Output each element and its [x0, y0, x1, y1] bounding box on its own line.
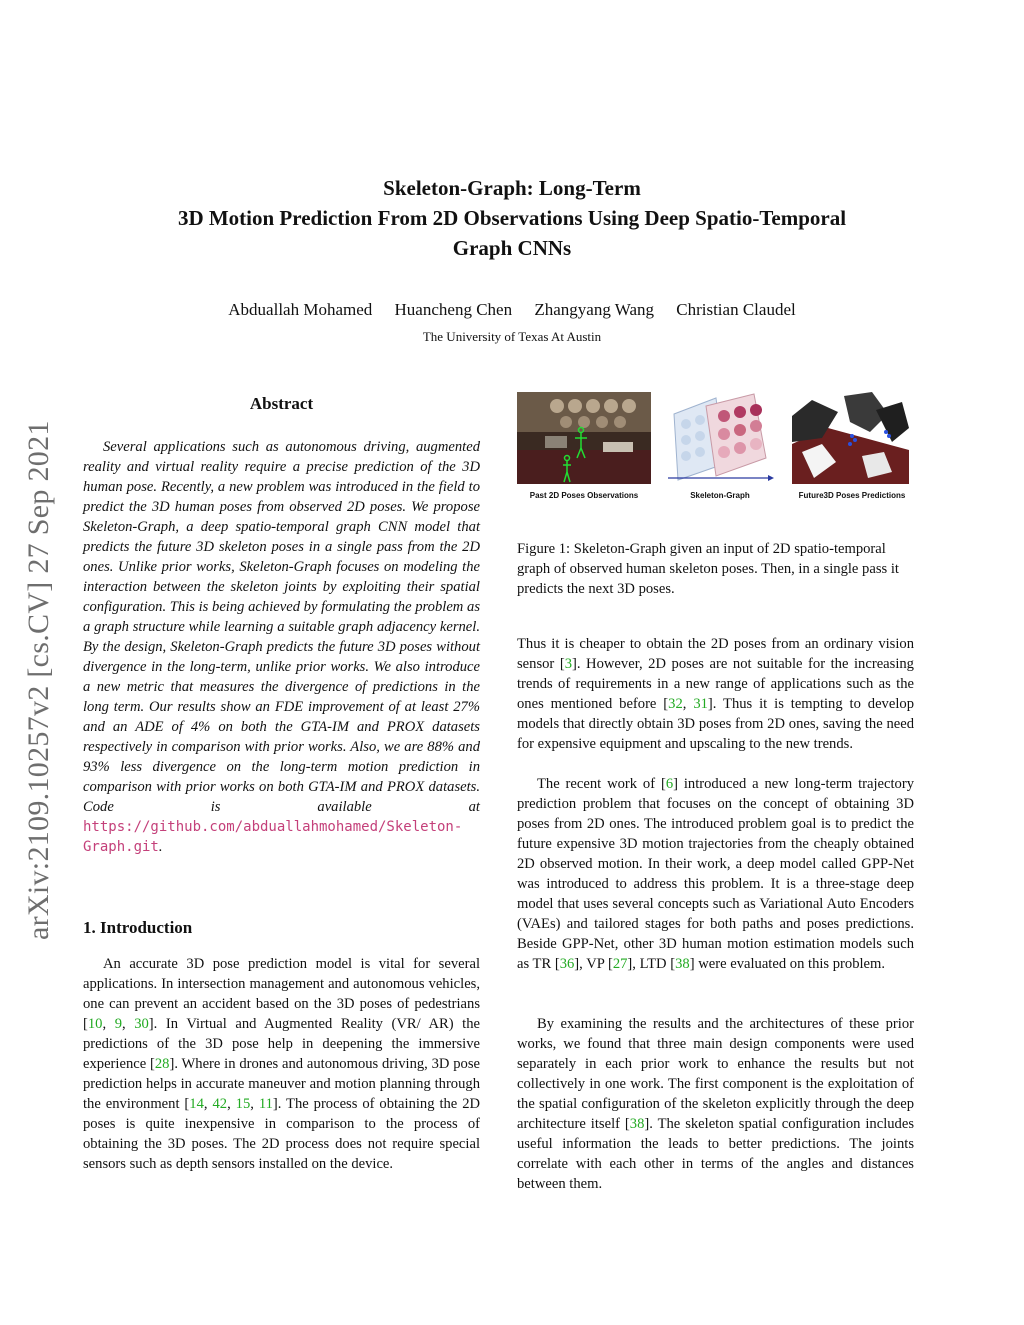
- citation-link[interactable]: 32: [668, 696, 683, 712]
- author: Christian Claudel: [676, 300, 796, 319]
- citation-link[interactable]: 36: [559, 956, 575, 972]
- arxiv-identifier: arXiv:2109.10257v2 [cs.CV] 27 Sep 2021: [22, 420, 55, 940]
- citation-link[interactable]: 31: [693, 696, 708, 712]
- affiliation: The University of Texas At Austin: [422, 329, 602, 344]
- abstract-body: Several applications such as autonomous driving, augmented reality and virtual reality require a precise prediction of the 3D human pose. Recently, a new problem was introduced in the field to predict the 3D human poses from observed 2D poses. We propose Skeleton-Graph, a deep spatio-temporal graph CNN model that predicts the future 3D skeleton poses in a single pass from the 2D ones. Unlike prior works, Skeleton-Graph focuses on modeling the interaction between the skeleton joints by exploiting their spatial configuration. This is being achieved by formulating the problem as a graph structure while learning a suitable graph adjacency kernel. By the design, Skeleton-Graph predicts the future 3D poses without divergence in the long-term, unlike prior works. We also introduce a new metric that measures the divergence of predictions in the long term. Our results show an FDE improvement of at least 27% and an ADE of 4% on both the GTA-IM and PROX datasets respectively in comparison with prior works. Also, we are 88% and 93% less divergence on the long-term motion prediction in comparison with prior works on both GTA-IM and PROX datasets. Code is available at: [83, 439, 480, 815]
- citation-link[interactable]: 6: [665, 776, 674, 792]
- intro-paragraph-2: Thus it is cheaper to obtain the 2D poses from an ordinary vision sensor [3]. However, 2D poses are not suitable for the increasing trends of requirements in a new range of applications such as the ones mentioned before [32, 31]. Thus it is tempting to develop models that directly obtain 3D poses from 2D ones, saving the need for expensive equipment and upscaling to the new trends.: [517, 636, 914, 752]
- citation-link[interactable]: 38: [675, 956, 690, 972]
- past-2d-poses-image: [517, 392, 651, 484]
- citation-link[interactable]: 38: [629, 1116, 645, 1132]
- code-link[interactable]: https://github.com/abduallahmohamed/Skeleton-Graph.git: [83, 819, 463, 855]
- author: Huancheng Chen: [394, 300, 513, 319]
- title-line-2: 3D Motion Prediction From 2D Observations Using Deep Spatio-Temporal: [177, 206, 847, 230]
- author-list: [0, 300, 1024, 320]
- author: Abduallah Mohamed: [228, 300, 373, 319]
- citation-link[interactable]: 30: [134, 1016, 149, 1032]
- citation-link[interactable]: 28: [154, 1056, 170, 1072]
- figure-label-future: Future3D Poses Predictions: [798, 491, 906, 500]
- citation-link[interactable]: 11: [258, 1096, 273, 1112]
- citation-link[interactable]: 27: [612, 956, 628, 972]
- citation-link[interactable]: 9: [114, 1016, 122, 1032]
- abstract-heading: Abstract: [249, 394, 314, 413]
- citation-link[interactable]: 3: [564, 656, 572, 672]
- abstract-end: .: [158, 839, 163, 855]
- skeleton-graph-diagram: [662, 392, 778, 484]
- figure-1-caption: Figure 1: Skeleton-Graph given an input of 2D spatio-temporal graph of observed human skeleton poses. Then, in a single pass it predicts the next 3D poses.: [517, 541, 899, 597]
- title-line-3: Graph CNNs: [452, 236, 572, 260]
- abstract-text: [83, 437, 480, 857]
- citation-link[interactable]: 14: [189, 1096, 204, 1112]
- future-3d-poses-image: [792, 392, 909, 484]
- figure-1: [517, 392, 914, 508]
- section-heading-introduction: 1. Introduction: [83, 918, 193, 937]
- citation-link[interactable]: 10: [87, 1016, 103, 1032]
- citation-link[interactable]: 15: [235, 1096, 251, 1112]
- intro-paragraph-1: An accurate 3D pose prediction model is vital for several applications. In intersection management and autonomous vehicles, one can prevent an accident based on the 3D poses of pedestrians [10, 9, 30]. In Virtual and Augmented Reality (VR/ AR) the predictions of the 3D pose help in deepening the immersive experience [28]. Where in drones and autonomous driving, 3D pose prediction helps in accurate maneuver and motion planning through the environment [14, 42, 15, 11]. The process of obtaining the 2D poses is quite inexpensive in comparison to the process of obtaining the 3D poses. The 2D process does not require special sensors such as depth sensors installed on the device.: [83, 956, 481, 1172]
- intro-paragraph-3: The recent work of [6] introduced a new long-term trajectory prediction problem that focuses on the concept of obtaining 3D poses from 2D ones. The introduced problem goal is to predict the future expensive 3D motion trajectories from the cheaply obtained 2D observed motion. In their work, a deep model called GPP-Net was introduced to address this problem. It is a three-stage deep model that uses several concepts such as Variational Auto Encoders (VAEs) and tailored stages for both paths and poses predictions. Beside GPP-Net, other 3D human motion estimation models such as TR [36], VP [27], LTD [38] were evaluated on this problem.: [517, 776, 914, 972]
- figure-label-skeleton-graph: Skeleton-Graph: [690, 491, 750, 500]
- title-line-1: Skeleton-Graph: Long-Term: [383, 176, 641, 200]
- author: Zhangyang Wang: [534, 300, 654, 319]
- intro-paragraph-4: By examining the results and the architectures of these prior works, we found that three main design components were used separately in each prior work to enhance the results but not collectively in one work. The first component is the exploitation of the spatial configuration of the skeleton explicitly through the deep architecture itself [38]. The skeleton spatial configuration includes useful information the leads to better predictions. The joints correlate with each other in terms of the angles and distances between them.: [517, 1016, 914, 1192]
- citation-link[interactable]: 42: [212, 1096, 228, 1112]
- paper-title: [0, 173, 1024, 263]
- figure-label-past: Past 2D Poses Observations: [529, 491, 639, 500]
